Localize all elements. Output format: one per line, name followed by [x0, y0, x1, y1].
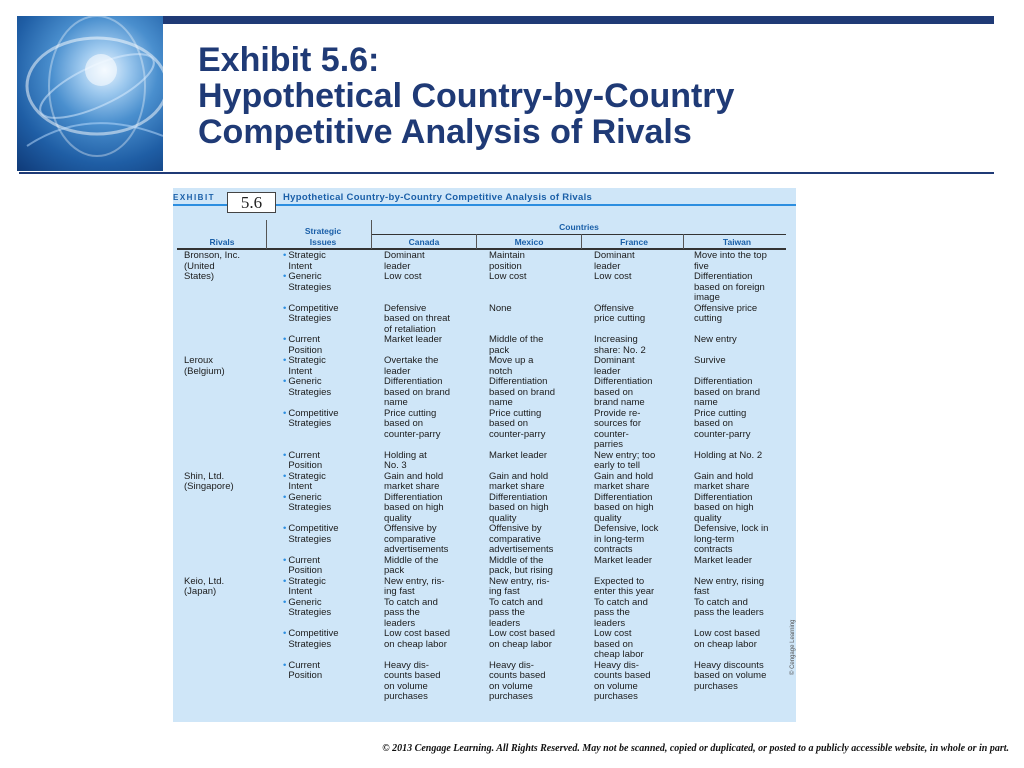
cell-taiwan: Market leader [694, 554, 753, 566]
issue-label: Generic Strategies [288, 271, 332, 293]
cell-mexico: Middle of the pack, but rising [489, 554, 553, 576]
cell-mexico: Middle of the pack [489, 334, 544, 356]
column-divider [581, 234, 582, 249]
rival-name: Keio, Ltd. (Japan) [184, 575, 225, 597]
cell-france: Defensive, lock in long-term contracts [594, 523, 659, 555]
header-countries: Countries [559, 222, 599, 232]
cell-taiwan: Differentiation based on high quality [694, 491, 754, 524]
issue-label: Generic Strategies [288, 491, 332, 513]
cell-france: Expected to enter this year [594, 575, 655, 597]
strategic-issue [283, 493, 373, 514]
rival-name: Bronson, Inc. (United States) [184, 250, 240, 282]
header-france: France [620, 237, 648, 247]
column-divider [371, 220, 372, 249]
issue-label: Strategic Intent [288, 355, 326, 377]
cell-mexico: Low cost [489, 271, 527, 282]
strategic-issue [283, 472, 373, 493]
cell-canada: Heavy dis- counts based on volume purchases [384, 659, 441, 702]
cell-france: Offensive price cutting [594, 302, 646, 324]
issue-label: Current Position [288, 659, 323, 681]
cell-mexico: Gain and hold market share [489, 470, 549, 492]
issue-label: Strategic Intent [288, 250, 326, 272]
exhibit-table [173, 188, 796, 722]
cell-taiwan: New entry [694, 334, 737, 345]
cell-france: Market leader [594, 554, 653, 566]
cell-france: Increasing share: No. 2 [594, 334, 646, 356]
cell-canada: Holding at No. 3 [384, 449, 427, 471]
cell-mexico: Move up a notch [489, 355, 534, 377]
countries-divider [372, 234, 786, 235]
strategic-issue [283, 356, 373, 377]
cell-france: Dominant leader [594, 250, 635, 272]
strategic-issue [283, 598, 373, 619]
header-strategic: Strategic [304, 226, 342, 236]
bullet-icon: • [283, 491, 287, 503]
cell-france: Heavy dis- counts based on volume purchases [594, 659, 651, 702]
issue-label: Current Position [288, 554, 323, 576]
globe-header-image [17, 16, 163, 171]
cell-taiwan: Price cutting based on counter-parry [694, 407, 751, 440]
bullet-icon: • [283, 628, 287, 639]
cell-mexico: Differentiation based on high quality [489, 491, 549, 524]
bullet-icon: • [283, 449, 287, 461]
cell-taiwan: Gain and hold market share [694, 470, 754, 492]
strategic-issue [283, 409, 373, 430]
cell-taiwan: Heavy discounts based on volume purchases [694, 659, 767, 692]
cell-mexico: Market leader [489, 449, 548, 461]
issue-label: Generic Strategies [288, 596, 332, 618]
header-accent-bar [163, 16, 994, 24]
cell-mexico: Differentiation based on brand name [489, 376, 556, 408]
cell-mexico: To catch and pass the leaders [489, 596, 543, 629]
cell-canada: Differentiation based on brand name [384, 376, 451, 408]
cell-canada: Market leader [384, 334, 443, 345]
cell-france: New entry; too early to tell [594, 449, 656, 471]
issue-label: Current Position [288, 449, 323, 471]
rival-name: Shin, Ltd. (Singapore) [184, 470, 234, 492]
cell-france: Provide re- sources for counter- parries [594, 407, 641, 450]
bullet-icon: • [283, 334, 287, 345]
cell-canada: New entry, ris- ing fast [384, 575, 445, 597]
cell-france: Dominant leader [594, 355, 635, 377]
cell-canada: Price cutting based on counter-parry [384, 407, 441, 440]
cell-canada: Gain and hold market share [384, 470, 444, 492]
bullet-icon: • [283, 554, 287, 566]
bullet-icon: • [283, 250, 287, 261]
cell-canada: Middle of the pack [384, 554, 439, 576]
cell-taiwan: Offensive price cutting [694, 302, 758, 324]
exhibit-title: Hypothetical Country-by-Country Competitive Analysis of Rivals [283, 192, 593, 203]
issue-label: Strategic Intent [288, 470, 326, 492]
rival-name: Leroux (Belgium) [184, 355, 225, 377]
cell-canada: To catch and pass the leaders [384, 596, 438, 629]
cell-france: Low cost [594, 271, 632, 282]
title-line-3: Competitive Analysis of Rivals [198, 113, 692, 151]
cell-mexico: Offensive by comparative advertisements [489, 523, 554, 555]
issue-label: Current Position [288, 334, 323, 356]
issue-label: Generic Strategies [288, 376, 332, 398]
cell-taiwan: Holding at No. 2 [694, 449, 763, 461]
strategic-issue [283, 556, 373, 577]
page-title [198, 42, 734, 150]
bullet-icon: • [283, 596, 287, 608]
cell-canada: Defensive based on threat of retaliation [384, 302, 451, 335]
title-line-2: Hypothetical Country-by-Country [198, 77, 735, 115]
strategic-issue [283, 451, 373, 472]
strategic-issue [283, 629, 373, 650]
header-issues: Issues [309, 237, 337, 247]
bullet-icon: • [283, 376, 287, 387]
cell-taiwan: Defensive, lock in long-term contracts [694, 523, 769, 555]
title-line-1: Exhibit 5.6: [198, 41, 380, 79]
strategic-issue [283, 251, 373, 272]
issue-label: Competitive Strategies [288, 302, 339, 324]
cell-mexico: Price cutting based on counter-parry [489, 407, 546, 440]
cell-canada: Offensive by comparative advertisements [384, 523, 449, 555]
header-canada: Canada [408, 237, 440, 247]
issue-label: Competitive Strategies [288, 523, 339, 545]
cell-taiwan: Differentiation based on brand name [694, 376, 761, 408]
cell-taiwan: New entry, rising fast [694, 575, 765, 597]
header-mexico: Mexico [514, 237, 544, 247]
cell-france: Low cost based on cheap labor [594, 628, 644, 660]
cell-taiwan: To catch and pass the leaders [694, 596, 764, 618]
bullet-icon: • [283, 271, 287, 282]
strategic-issue [283, 661, 373, 682]
bullet-icon: • [283, 523, 287, 534]
exhibit-label: EXHIBIT [173, 193, 216, 202]
cell-mexico: New entry, ris- ing fast [489, 575, 550, 597]
cell-taiwan: Survive [694, 355, 726, 366]
title-divider [19, 172, 994, 174]
cell-taiwan: Move into the top five [694, 250, 767, 272]
cell-mexico: Maintain position [489, 250, 525, 272]
cell-canada: Dominant leader [384, 250, 425, 272]
cell-france: Differentiation based on high quality [594, 491, 654, 524]
issue-label: Competitive Strategies [288, 407, 339, 429]
cell-mexico: None [489, 302, 512, 314]
strategic-issue [283, 335, 373, 356]
column-divider [476, 234, 477, 249]
strategic-issue [283, 304, 373, 325]
strategic-issue [283, 577, 373, 598]
header-rivals: Rivals [209, 237, 235, 247]
copyright-credit: © Cengage Learning [790, 619, 796, 675]
cell-canada: Overtake the leader [384, 355, 439, 377]
bullet-icon: • [283, 470, 287, 482]
strategic-issue [283, 377, 373, 398]
copyright-footer: © 2013 Cengage Learning. All Rights Reserved. May not be scanned, copied or duplicated, or posted to a publicly accessible website, in whole or in part. [382, 743, 1009, 754]
issue-label: Competitive Strategies [288, 628, 339, 650]
strategic-issue [283, 524, 373, 545]
exhibit-number: 5.6 [227, 192, 276, 213]
strategic-issue [283, 272, 373, 293]
bullet-icon: • [283, 659, 287, 671]
bullet-icon: • [283, 407, 287, 419]
bullet-icon: • [283, 355, 287, 366]
bullet-icon: • [283, 575, 287, 587]
bullet-icon: • [283, 302, 287, 314]
column-divider [683, 234, 684, 249]
cell-france: Differentiation based on brand name [594, 376, 653, 408]
cell-canada: Low cost [384, 271, 422, 282]
issue-label: Strategic Intent [288, 575, 326, 597]
cell-mexico: Heavy dis- counts based on volume purchases [489, 659, 546, 702]
cell-mexico: Low cost based on cheap labor [489, 628, 556, 650]
cell-taiwan: Differentiation based on foreign image [694, 271, 765, 303]
cell-taiwan: Low cost based on cheap labor [694, 628, 761, 650]
column-divider [266, 220, 267, 249]
cell-france: To catch and pass the leaders [594, 596, 648, 629]
header-taiwan: Taiwan [722, 237, 752, 247]
cell-canada: Differentiation based on high quality [384, 491, 444, 524]
cell-canada: Low cost based on cheap labor [384, 628, 451, 650]
cell-france: Gain and hold market share [594, 470, 654, 492]
